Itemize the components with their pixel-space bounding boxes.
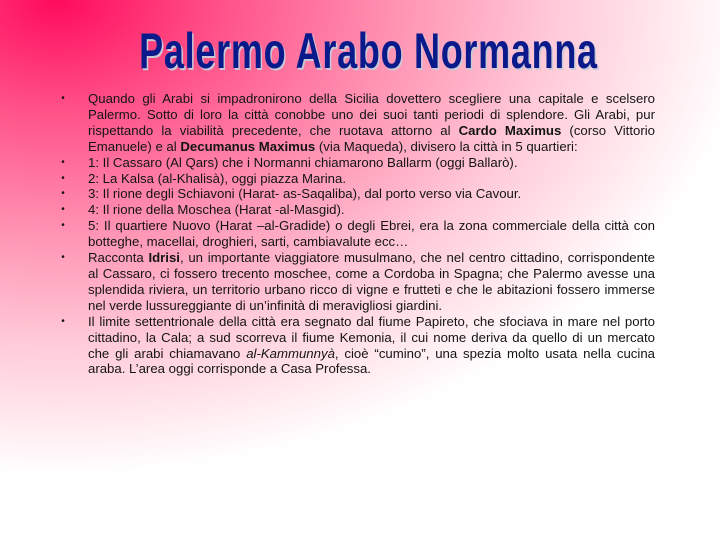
slide-title-text: Palermo Arabo Normanna bbox=[138, 23, 598, 79]
paragraph-text bbox=[88, 91, 655, 154]
list-item bbox=[52, 314, 655, 378]
text-segment: , un importante viaggiatore musulmano, che nel centro cittadino, corrispondente al Cassaro, ci fossero trecento moschee, come a Cordoba in Spagna; che Palermo avesse una splendida riviera, un territorio urbano ricco di vigne e frutteti e che le abitazioni fossero immerse nel verde lussureggiante di un’infinità di meravigliosi giardini. bbox=[88, 250, 655, 313]
list-item bbox=[52, 218, 655, 250]
slide-title bbox=[8, 22, 720, 80]
list-item bbox=[52, 250, 655, 314]
list-item bbox=[52, 202, 655, 218]
paragraph-text bbox=[88, 250, 655, 313]
paragraph-text: 5: Il quartiere Nuovo (Harat –al-Gradide) o degli Ebrei, era la zona commerciale della città con botteghe, macellai, droghieri, sarti, cambiavalute ecc… bbox=[88, 218, 655, 250]
paragraph-text: 4: Il rione della Moschea (Harat -al-Masgid). bbox=[88, 202, 345, 218]
bullet-icon: • bbox=[61, 252, 65, 264]
paragraph-text: 3: Il rione degli Schiavoni (Harat- as-Saqaliba), dal porto verso via Cavour. bbox=[88, 186, 522, 202]
bullet-icon: • bbox=[61, 172, 65, 184]
bold-term: Decumanus Maximus bbox=[180, 138, 316, 154]
text-segment: , cioè “cumino”, una spezia molto usata nella cucina araba. L’area oggi corrisponde a Casa Professa. bbox=[88, 345, 655, 377]
italic-term: al-Kammunnyà bbox=[246, 345, 335, 361]
list-item bbox=[52, 171, 655, 187]
bullet-icon: • bbox=[61, 315, 65, 327]
bullet-icon: • bbox=[61, 204, 65, 216]
bold-term: Cardo Maximus bbox=[458, 122, 562, 138]
paragraph-text: 1: Il Cassaro (Al Qars) che i Normanni chiamarono Ballarm (oggi Ballarò). bbox=[88, 154, 518, 170]
paragraph-text bbox=[88, 314, 655, 377]
list-item bbox=[52, 186, 655, 202]
text-segment: Quando gli Arabi si impadronirono della Sicilia dovettero scegliere una capitale e scelsero Palermo. Sotto di loro la città conobbe uno dei suoi tanti periodi di splendore. Gli Arabi, pur rispettando la viabilità precedente, che ruotava attorno al bbox=[88, 91, 655, 138]
bold-term: Idrisi bbox=[148, 250, 180, 266]
paragraph-text: 2: La Kalsa (al-Khalisà), oggi piazza Marina. bbox=[88, 170, 347, 186]
list-item bbox=[52, 91, 655, 155]
list-item bbox=[52, 155, 655, 171]
text-segment: (corso Vittorio Emanuele) e al bbox=[88, 122, 655, 154]
bullet-icon: • bbox=[61, 156, 65, 168]
text-segment: Racconta bbox=[88, 250, 149, 266]
bullet-icon: • bbox=[61, 93, 65, 104]
bullet-icon: • bbox=[61, 220, 65, 232]
bullet-list bbox=[52, 91, 655, 377]
text-segment: (via Maqueda), divisero la città in 5 quartieri: bbox=[315, 138, 578, 154]
text-segment: Il limite settentrionale della città era segnato dal fiume Papireto, che sfociava in mare nel porto cittadino, la Cala; a sud scorreva il fiume Kemonia, il cui nome deriva da quello di un mercato che gli arabi chiamavano bbox=[88, 313, 655, 361]
bullet-icon: • bbox=[61, 188, 65, 200]
